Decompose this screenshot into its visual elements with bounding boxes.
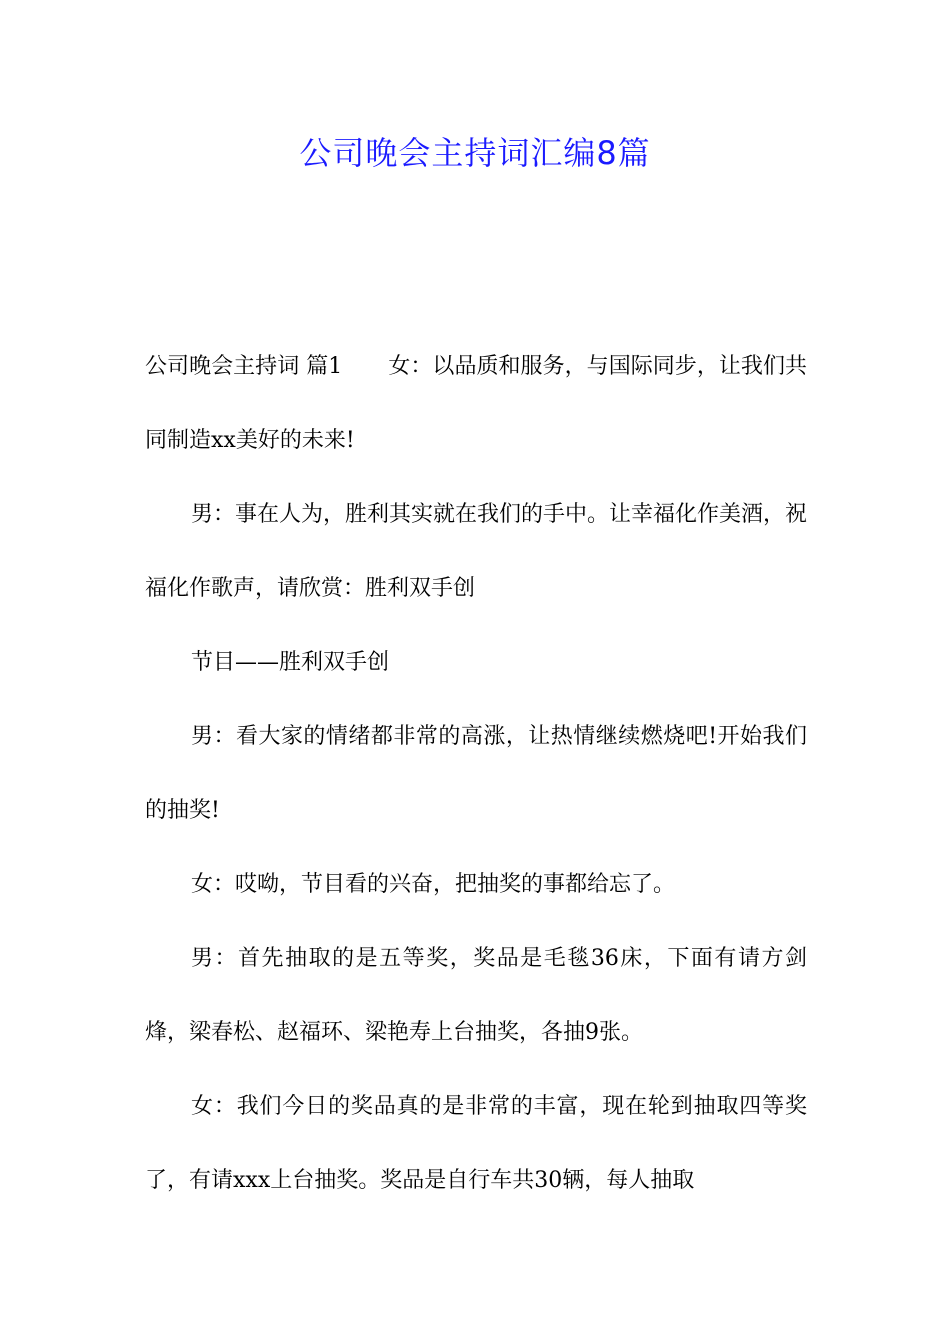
paragraph-3: 节目——胜利双手创 xyxy=(191,650,390,675)
paragraph-6: 男：首先抽取的是五等奖，奖品是毛毯36床，下面有请方剑烽，梁春松、赵福环、梁艳寿上台抽奖，各抽9张。 xyxy=(145,946,807,1045)
paragraph-5: 女：哎呦，节目看的兴奋，把抽奖的事都给忘了。 xyxy=(191,872,676,897)
paragraph-2: 男：事在人为，胜利其实就在我们的手中。让幸福化作美酒，祝福化作歌声，请欣赏：胜利双手创 xyxy=(145,502,808,601)
section-heading: 公司晚会主持词 篇1 xyxy=(145,354,343,379)
paragraph-1 xyxy=(145,330,807,478)
paragraph-1-text: 女：以品质和服务，与国际同步，让我们共同制造xx美好的未来! xyxy=(145,354,807,453)
document-title: 公司晚会主持词汇编8篇 xyxy=(299,134,651,172)
paragraph-4: 男：看大家的情绪都非常的高涨，让热情继续燃烧吧!开始我们的抽奖! xyxy=(145,724,807,823)
paragraph-7: 女：我们今日的奖品真的是非常的丰富，现在轮到抽取四等奖了，有请xxx上台抽奖。奖品是自行车共30辆，每人抽取 xyxy=(145,1094,807,1193)
document-body xyxy=(145,330,807,1218)
